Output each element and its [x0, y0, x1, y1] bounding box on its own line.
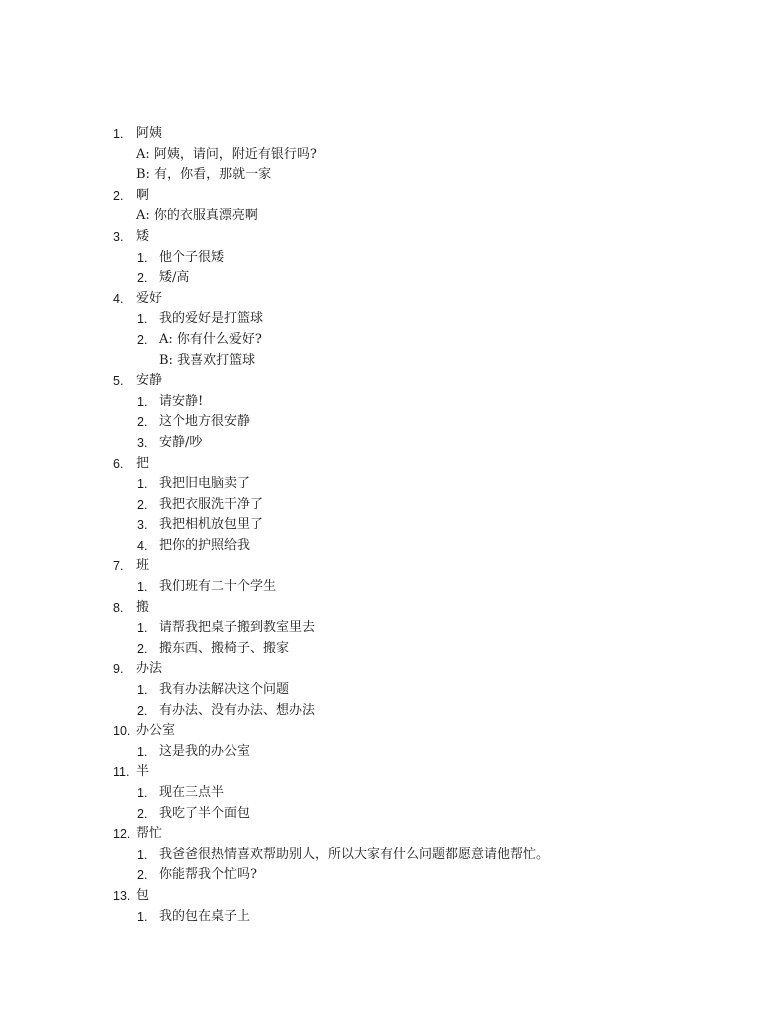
item-number: 3. [113, 229, 124, 244]
sub-item-number: 2. [137, 332, 148, 347]
sub-list-item [0, 392, 768, 413]
vocab-word: 搬 [136, 599, 150, 615]
sub-item-number: 2. [137, 415, 148, 430]
example-sentence: 矮/高 [159, 270, 190, 286]
example-sentence: 我爸爸很热情喜欢帮助别人，所以大家有什么问题都愿意请他帮忙。 [159, 846, 550, 862]
sub-item-number: 1. [137, 847, 148, 862]
list-item [0, 124, 768, 145]
sub-item-number: 2. [137, 497, 148, 512]
sub-item-number: 2. [137, 806, 148, 821]
vocab-word: 矮 [136, 228, 150, 244]
item-number: 2. [113, 188, 124, 203]
example-line [0, 165, 768, 186]
example-sentence: A: 你有什么爱好? [159, 331, 262, 347]
example-line [0, 351, 768, 372]
example-sentence: 搬东西、搬椅子、搬家 [159, 640, 290, 656]
sub-item-number: 1. [137, 909, 148, 924]
list-item [0, 598, 768, 619]
sub-list-item [0, 268, 768, 289]
sub-item-number: 1. [137, 250, 148, 265]
sub-list-item [0, 309, 768, 330]
sub-list-item [0, 680, 768, 701]
sub-item-number: 2. [137, 703, 148, 718]
list-item [0, 556, 768, 577]
vocab-word: 爱好 [136, 290, 163, 306]
sub-item-number: 3. [137, 435, 148, 450]
sub-list-item [0, 412, 768, 433]
sub-list-item [0, 515, 768, 536]
item-number: 12. [113, 827, 131, 842]
list-item [0, 659, 768, 680]
sub-item-number: 1. [137, 683, 148, 698]
item-number: 10. [113, 724, 131, 739]
list-item [0, 186, 768, 207]
example-sentence: 现在三点半 [159, 785, 225, 800]
example-sentence: 我有办法解决这个问题 [159, 682, 290, 698]
sub-list-item [0, 248, 768, 269]
sub-list-item [0, 330, 768, 351]
sub-item-number: 2. [137, 868, 148, 883]
list-item [0, 227, 768, 248]
sub-item-number: 1. [137, 621, 148, 636]
sub-list-item [0, 865, 768, 886]
example-sentence: 这是我的办公室 [159, 743, 251, 759]
sub-list-item [0, 845, 768, 866]
example-sentence: 我吃了半个面包 [159, 805, 251, 821]
list-item [0, 886, 768, 907]
example-sentence: A: 你的衣服真漂亮啊 [136, 208, 258, 224]
sub-list-item [0, 618, 768, 639]
list-item [0, 371, 768, 392]
sub-item-number: 3. [137, 518, 148, 533]
list-item [0, 762, 768, 783]
sub-item-number: 1. [137, 394, 148, 409]
example-sentence: A: 阿姨，请问，附近有银行吗? [136, 146, 317, 162]
sub-list-item [0, 701, 768, 722]
item-number: 9. [113, 662, 124, 677]
vocab-word: 帮忙 [136, 826, 163, 842]
example-sentence: 把你的护照给我 [159, 537, 251, 553]
sub-list-item [0, 639, 768, 660]
example-sentence: 这个地方很安静 [159, 414, 251, 430]
example-sentence: B: 有，你看，那就一家 [136, 167, 272, 183]
example-sentence: 我的包在桌子上 [159, 908, 251, 924]
sub-item-number: 1. [137, 580, 148, 595]
vocab-word: 包 [136, 887, 150, 903]
vocab-word: 把 [136, 455, 150, 471]
vocab-word: 啊 [136, 187, 150, 203]
list-item [0, 289, 768, 310]
example-sentence: 你能帮我个忙吗? [159, 867, 257, 883]
example-sentence: 请帮我把桌子搬到教室里去 [159, 620, 316, 636]
sub-list-item [0, 577, 768, 598]
sub-list-item [0, 907, 768, 928]
list-item [0, 721, 768, 742]
sub-item-number: 2. [137, 271, 148, 286]
vocabulary-list [0, 124, 768, 927]
sub-list-item [0, 742, 768, 763]
list-item [0, 454, 768, 475]
vocab-word: 安静 [136, 373, 163, 389]
item-number: 1. [113, 127, 124, 141]
item-number: 5. [113, 374, 124, 389]
sub-list-item [0, 474, 768, 495]
vocab-word: 办法 [136, 661, 163, 677]
item-number: 11. [113, 765, 130, 780]
list-item [0, 824, 768, 845]
item-number: 13. [113, 888, 131, 903]
item-number: 7. [113, 559, 124, 574]
example-sentence: B: 我喜欢打篮球 [159, 352, 256, 368]
sub-list-item [0, 495, 768, 516]
example-sentence: 他个子很矮 [159, 249, 225, 265]
item-number: 4. [113, 291, 124, 306]
example-sentence: 有办法、没有办法、想办法 [159, 702, 316, 718]
sub-item-number: 2. [137, 641, 148, 656]
sub-list-item [0, 536, 768, 557]
vocab-word: 阿姨 [136, 126, 163, 141]
sub-item-number: 1. [137, 786, 148, 800]
example-line [0, 145, 768, 166]
example-sentence: 我把相机放包里了 [159, 517, 264, 533]
sub-list-item [0, 783, 768, 804]
sub-list-item [0, 433, 768, 454]
example-sentence: 我的爱好是打篮球 [159, 311, 264, 327]
vocab-word: 班 [136, 558, 150, 574]
example-sentence: 安静/吵 [159, 434, 203, 450]
sub-item-number: 1. [137, 477, 148, 492]
example-sentence: 我把旧电脑卖了 [159, 476, 251, 492]
example-sentence: 请安静! [159, 393, 204, 409]
sub-item-number: 4. [137, 538, 148, 553]
item-number: 6. [113, 456, 124, 471]
example-line [0, 206, 768, 227]
sub-item-number: 1. [137, 744, 148, 759]
example-sentence: 我把衣服洗干净了 [159, 496, 264, 512]
sub-item-number: 1. [137, 312, 148, 327]
item-number: 8. [113, 600, 124, 615]
example-sentence: 我们班有二十个学生 [159, 579, 277, 595]
vocab-word: 半 [136, 764, 150, 780]
sub-list-item [0, 804, 768, 825]
vocab-word: 办公室 [136, 723, 176, 739]
